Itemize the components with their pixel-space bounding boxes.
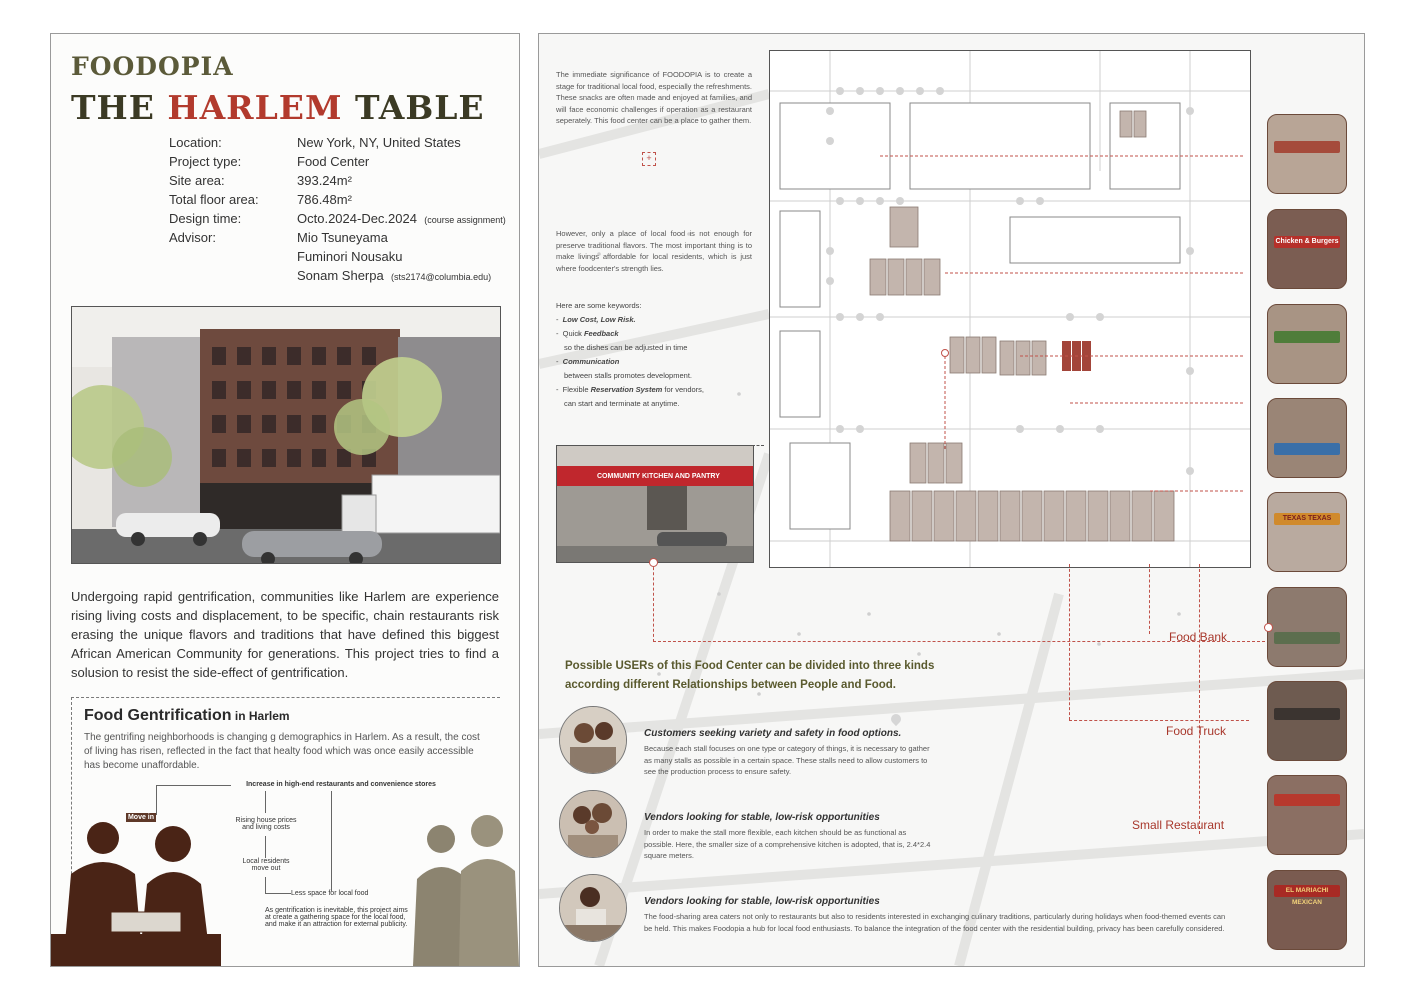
neighborhood-photo — [1267, 398, 1347, 478]
neighborhood-photo: Chicken & Burgers — [1267, 209, 1347, 289]
user-type-title: Vendors looking for stable, low-risk opportunities — [644, 812, 880, 823]
intro-paragraph: Undergoing rapid gentrification, communities like Harlem are experience rising living costs and displacement, to be specific, chain restaurants risk erasing the unique flavors and traditions that have defined this biggest African American Community for generations. This project tries to find a solusion to resist the side-effect of gentrification. — [71, 589, 499, 680]
user-type-text: In order to make the stall more flexible, each kitchen should be as functional as possible. Here, the smaller size of a comprehensive kitchen is adopted, that is, 2.4*2.4 square meters. — [644, 828, 931, 860]
info-label: Location: — [169, 135, 222, 150]
title-suffix: TABLE — [342, 88, 485, 127]
significance-text: The immediate significance of FOODOPIA is to create a stage for traditional local food, especially the refreshments. These snacks are often made and enjoyed at families, and will face economic challenges if operation as a restaurant seperately. This food center can be a place to gather them. — [556, 70, 752, 125]
people-silhouette-illustration — [51, 814, 251, 966]
keywords-intro: Here are some keywords: — [556, 301, 642, 310]
crowd-silhouette-illustration — [411, 809, 519, 966]
info-label: Design time: — [169, 211, 242, 226]
info-value: Octo.2024-Dec.2024 (course assignment) — [297, 211, 506, 226]
user-type-text: The food-sharing area caters not only to restaurants but also to residents interested in exchanging culinary traditions, particularly during holidays when food-themed events can be held. This makes Foodopia a hub for local food enthusiasts. To balance the integration of the food center with the residential building, privacy has been carefully considered. — [644, 912, 1226, 933]
flow-arrow — [265, 836, 266, 858]
user-type-title: Customers seeking variety and safety in food options. — [644, 728, 902, 739]
keyword-item: can start and terminate at anytime. — [564, 399, 680, 408]
title-accent: HARLEM — [167, 88, 343, 127]
flow-move-out: Local residents move out — [242, 858, 290, 872]
neighborhood-photo — [1267, 681, 1347, 761]
keyword-item: - Low Cost, Low Risk. — [556, 315, 636, 324]
local-food-text: However, only a place of local food is not enough for preserve traditional flavors. The most important thing is to make livings affordable for local residents, which is just where foodcenter's strength lies. — [556, 229, 752, 273]
keyword-item: - Flexible Reservation System for vendors, — [556, 385, 704, 394]
food-bank-label: Food Bank — [1169, 630, 1228, 644]
info-label: Total floor area: — [169, 192, 259, 207]
customer-photo — [559, 706, 627, 774]
flow-arrow — [156, 785, 157, 815]
neighborhood-photo — [1267, 304, 1347, 384]
site-marker-icon: + — [642, 152, 656, 166]
flow-rising: Rising house prices and living costs — [235, 817, 297, 831]
vendor-photo — [559, 790, 627, 858]
food-gentrification-text: The gentrifing neighborhoods is changing g demographics in Harlem. As a result, the cost of living has risen, reflected in the fact that healty food which was once easily accessible has become unaffordable. — [84, 732, 480, 771]
poster-right-panel — [538, 33, 1365, 967]
route-line — [653, 562, 654, 642]
info-value: Mio Tsuneyama — [297, 230, 388, 245]
food-truck-label: Food Truck — [1166, 724, 1227, 738]
move-in-tag: Move in — [127, 814, 155, 821]
info-value: Sonam Sherpa (sts2174@columbia.edu) — [297, 268, 492, 283]
flow-arrow — [156, 785, 231, 786]
flow-arrow — [265, 893, 291, 894]
info-label: Advisor: — [169, 230, 216, 245]
info-value: New York, NY, United States — [297, 135, 461, 150]
poster-left-panel — [50, 33, 520, 967]
info-value: Fuminori Nousaku — [297, 249, 403, 264]
title-prefix: THE — [71, 88, 168, 127]
building-rendering — [71, 306, 501, 564]
user-type-text: Because each stall focuses on one type or category of things, it is necessary to gather as many stalls as possible in a certain space. These stalls need to allow customers to see the production process to ensure safety. — [644, 744, 930, 776]
flow-arrow — [331, 791, 332, 891]
keyword-item: - Quick Feedback — [556, 329, 619, 338]
flow-conclusion: As gentrification is inevitable, this project aims at create a gathering space for the local food, and make it an attraction for external publicity. — [265, 907, 408, 928]
user-type-title: Vendors looking for stable, low-risk opportunities — [644, 896, 880, 907]
keyword-item: so the dishes can be adjusted in time — [564, 343, 688, 352]
info-label: Site area: — [169, 173, 225, 188]
food-gentrification-title: Food Gentrification in Harlem — [84, 707, 290, 724]
site-plan — [769, 50, 1251, 568]
route-line — [1149, 564, 1150, 634]
flow-arrow — [265, 791, 266, 813]
flow-arrow — [265, 877, 266, 893]
resident-photo — [559, 874, 627, 942]
info-value: 786.48m² — [297, 192, 352, 207]
leader-line — [752, 445, 764, 570]
route-node — [649, 558, 658, 567]
brand-title: FOODOPIA — [71, 52, 234, 81]
neighborhood-photo — [1267, 114, 1347, 194]
keyword-item: between stalls promotes development. — [564, 371, 692, 380]
info-value: 393.24m² — [297, 173, 352, 188]
route-line — [1069, 564, 1070, 720]
route-node — [1264, 623, 1273, 632]
neighborhood-photo: EL MARIACHI MEXICAN — [1267, 870, 1347, 950]
users-heading: Possible USERs of this Food Center can be divided into three kinds according different Relationships between People and Food. — [565, 660, 935, 691]
storefront-sign: COMMUNITY KITCHEN AND PANTRY — [597, 473, 720, 480]
route-line — [1069, 720, 1249, 721]
flow-top-text: Increase in high-end restaurants and convenience stores — [246, 781, 436, 788]
neighborhood-photo — [1267, 587, 1347, 667]
community-kitchen-photo — [556, 445, 754, 563]
small-restaurant-label: Small Restaurant — [1132, 818, 1225, 832]
neighborhood-photo: TEXAS TEXAS — [1267, 492, 1347, 572]
keyword-item: - Communication — [556, 357, 620, 366]
info-label: Project type: — [169, 154, 242, 169]
route-line — [1199, 564, 1200, 834]
neighborhood-photo — [1267, 775, 1347, 855]
info-value: Food Center — [297, 154, 370, 169]
project-title — [71, 88, 485, 127]
flow-less-space: Less space for local food — [291, 890, 369, 897]
